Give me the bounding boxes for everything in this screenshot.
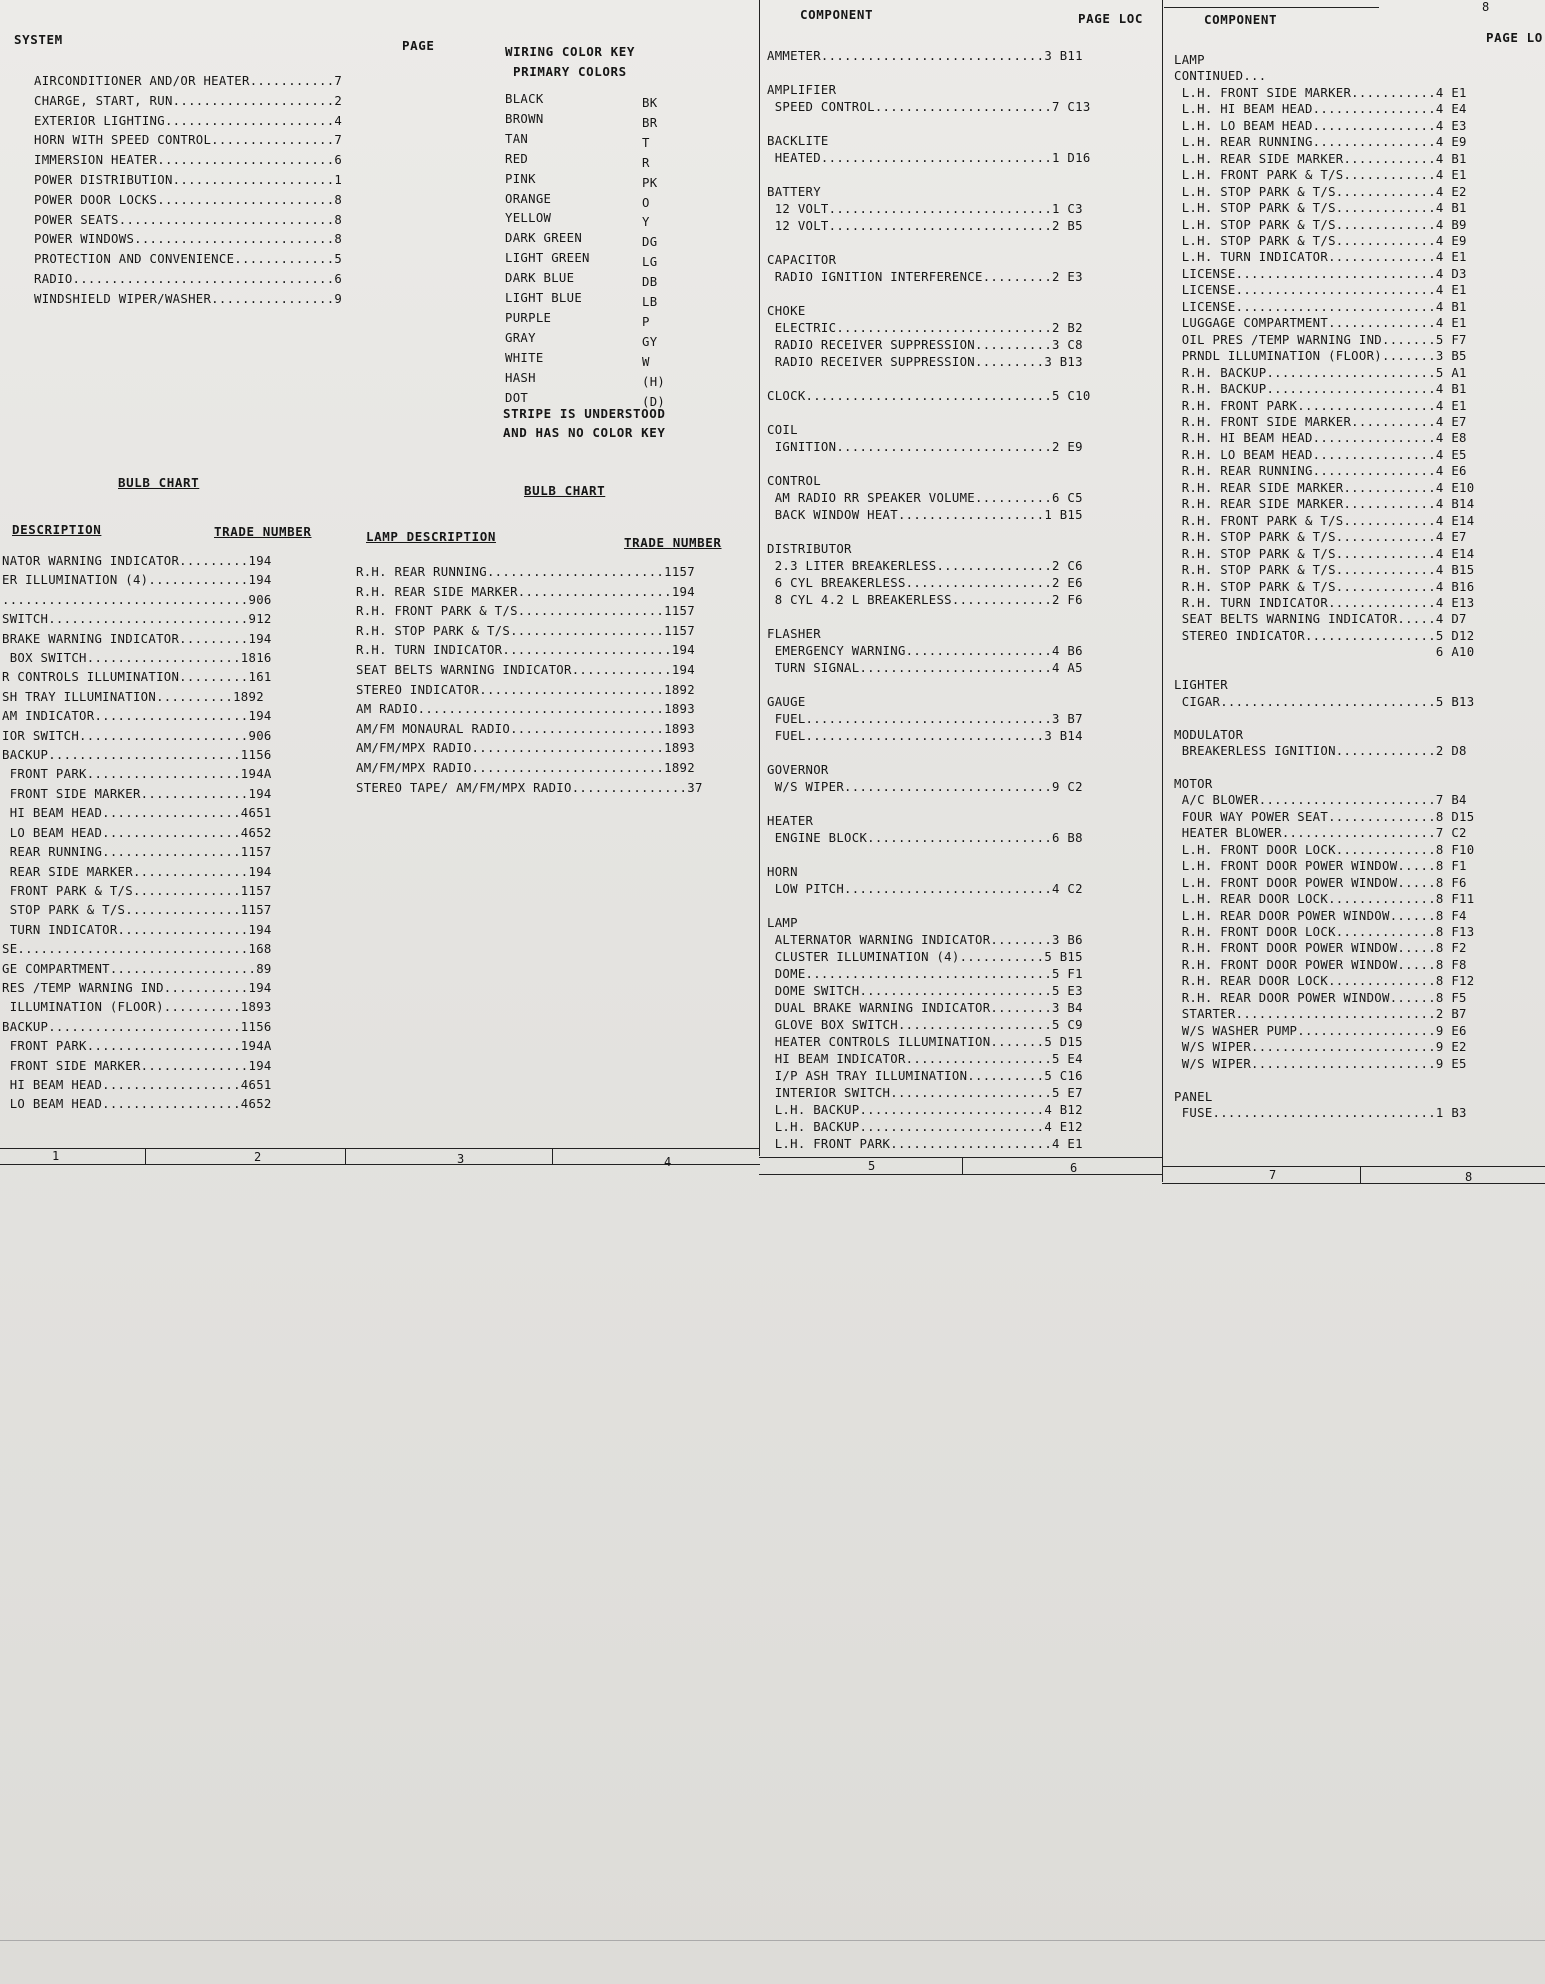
component-entry: L.H. REAR DOOR POWER WINDOW......8 F4 [1174, 908, 1467, 923]
component-entry: W/S WIPER...........................9 C2 [767, 780, 1083, 794]
system-index-entry: HORN WITH SPEED CONTROL................7 [34, 133, 343, 148]
bulb-entry: FRONT SIDE MARKER..............194 [2, 1058, 272, 1073]
component-entry: L.H. STOP PARK & T/S.............4 E9 [1174, 233, 1467, 248]
color-name: LIGHT GREEN [505, 251, 590, 266]
system-index-entry: PROTECTION AND CONVENIENCE.............5 [34, 252, 343, 267]
component-entry: EMERGENCY WARNING...................4 B6 [767, 644, 1083, 658]
color-name: DARK GREEN [505, 231, 583, 246]
zone-number-2: 2 [254, 1150, 262, 1164]
component-entry: L.H. FRONT DOOR POWER WINDOW.....8 F6 [1174, 875, 1467, 890]
zone-number-4: 4 [664, 1155, 672, 1169]
component-entry: MODULATOR [1174, 727, 1244, 742]
component-entry: FUSE.............................1 B3 [1174, 1106, 1467, 1120]
component-entry: W/S WASHER PUMP..................9 E6 [1174, 1023, 1467, 1038]
component-entry: R.H. REAR RUNNING................4 E6 [1174, 464, 1467, 479]
bulb-entry: BACKUP.........................1156 [2, 1019, 272, 1034]
component-entry: R.H. TURN INDICATOR..............4 E13 [1174, 595, 1475, 610]
color-code: DG [642, 235, 658, 250]
pageloc-header-2: PAGE LO [1486, 30, 1543, 45]
bulb-entry: HI BEAM HEAD..................4651 [2, 806, 272, 821]
component-entry: R.H. STOP PARK & T/S.............4 B15 [1174, 563, 1475, 578]
bulb-entry: AM/FM/MPX RADIO.........................1892 [356, 760, 695, 775]
component-entry: L.H. STOP PARK & T/S.............4 B1 [1174, 201, 1467, 216]
bulb-entry: NATOR WARNING INDICATOR.........194 [2, 554, 272, 568]
bulb-chart-title-right: BULB CHART [524, 483, 606, 498]
zone-number-7: 7 [1269, 1168, 1277, 1182]
component-entry: FUEL...............................3 B14 [767, 729, 1083, 743]
bulb-entry: TURN INDICATOR.................194 [2, 922, 272, 937]
component-entry: R.H. REAR DOOR LOCK..............8 F12 [1174, 974, 1475, 989]
component-header-2: COMPONENT [1204, 12, 1278, 27]
component-entry: AM RADIO RR SPEAKER VOLUME..........6 C5 [767, 491, 1083, 505]
color-code: (H) [642, 374, 666, 389]
component-entry: RADIO RECEIVER SUPPRESSION.........3 B13 [767, 355, 1083, 369]
color-code: R [642, 155, 650, 170]
color-name: GRAY [505, 330, 536, 345]
component-entry: 6 A10 [1174, 645, 1475, 660]
component-entry: CLUSTER ILLUMINATION (4)...........5 B15 [767, 950, 1083, 964]
component-entry: BACK WINDOW HEAT...................1 B15 [767, 508, 1083, 522]
bulb-left-trade-header: TRADE NUMBER [214, 524, 312, 539]
component-entry: R.H. BACKUP......................4 B1 [1174, 382, 1467, 397]
system-index-entry: IMMERSION HEATER.......................6 [34, 153, 343, 168]
color-key-title: WIRING COLOR KEY [505, 44, 636, 59]
component-entry: HEATER BLOWER....................7 C2 [1174, 826, 1467, 841]
component-entry: CONTINUED... [1174, 69, 1267, 84]
component-entry: OIL PRES /TEMP WARNING IND.......5 F7 [1174, 332, 1467, 347]
component-entry: L.H. REAR RUNNING................4 E9 [1174, 135, 1467, 150]
bulb-entry: AM INDICATOR....................194 [2, 709, 272, 724]
bulb-entry: AM/FM MONAURAL RADIO....................1893 [356, 721, 695, 736]
component-entry: LICENSE..........................4 D3 [1174, 266, 1467, 281]
component-entry [767, 745, 1091, 762]
zone-strip-bottom-right [1162, 1183, 1545, 1184]
color-name: DOT [505, 390, 529, 405]
component-entry: SEAT BELTS WARNING INDICATOR.....4 D7 [1174, 612, 1467, 627]
component-entry [767, 405, 1091, 422]
component-entry: L.H. REAR SIDE MARKER............4 B1 [1174, 151, 1467, 166]
component-entry: R.H. FRONT PARK & T/S............4 E14 [1174, 513, 1475, 528]
component-entry: HEATER [767, 814, 814, 828]
component-entry [767, 65, 1091, 82]
color-name: ORANGE [505, 191, 552, 206]
component-entry: R.H. FRONT SIDE MARKER...........4 E7 [1174, 414, 1467, 429]
color-key-note-1: STRIPE IS UNDERSTOOD [503, 406, 666, 421]
bulb-entry: REAR SIDE MARKER...............194 [2, 864, 272, 879]
component-entry: CLOCK................................5 C10 [767, 389, 1091, 403]
bulb-entry: BRAKE WARNING INDICATOR.........194 [2, 631, 272, 646]
component-entry: AMPLIFIER [767, 83, 837, 97]
bulb-chart-left-list [2, 552, 272, 1115]
color-code: O [642, 195, 650, 210]
bulb-entry: ILLUMINATION (FLOOR)..........1893 [2, 1000, 272, 1015]
bulb-entry: FRONT PARK....................194A [2, 767, 272, 782]
bulb-entry: FRONT PARK....................194A [2, 1039, 272, 1054]
bulb-entry: GE COMPARTMENT...................89 [2, 961, 272, 976]
component-entry: R.H. STOP PARK & T/S.............4 E14 [1174, 546, 1475, 561]
zone-number-8: 8 [1465, 1170, 1473, 1184]
zone-tick [145, 1148, 146, 1164]
component-entry: PANEL [1174, 1089, 1213, 1104]
component-entry: 2.3 LITER BREAKERLESS...............2 C6 [767, 559, 1083, 573]
zone-strip-top-left [0, 1148, 760, 1149]
component-entry: BATTERY [767, 185, 821, 199]
component-entry: L.H. FRONT DOOR LOCK.............8 F10 [1174, 842, 1475, 857]
component-entry [1174, 661, 1474, 677]
bulb-entry: STEREO TAPE/ AM/FM/MPX RADIO...............37 [356, 780, 703, 795]
color-code: T [642, 135, 650, 150]
component-entry [767, 456, 1091, 473]
component-entry: MOTOR [1174, 776, 1213, 791]
component-entry: LIGHTER [1174, 678, 1228, 693]
component-entry: FUEL................................3 B7 [767, 712, 1083, 726]
color-name: BLACK [505, 92, 544, 106]
component-entry: HORN [767, 865, 798, 879]
color-key-note-2: AND HAS NO COLOR KEY [503, 425, 666, 440]
bulb-entry: R CONTROLS ILLUMINATION.........161 [2, 670, 272, 685]
color-key-subtitle: PRIMARY COLORS [513, 64, 627, 79]
component-entry: CIGAR............................5 B13 [1174, 694, 1475, 709]
column-divider-4-5 [759, 0, 760, 1156]
bulb-entry: ER ILLUMINATION (4).............194 [2, 573, 272, 588]
system-index-entry: POWER SEATS............................8 [34, 212, 343, 227]
system-index-list [34, 72, 342, 310]
component-entry: L.H. HI BEAM HEAD................4 E4 [1174, 102, 1467, 117]
component-entry: R.H. STOP PARK & T/S.............4 E7 [1174, 530, 1467, 545]
component-entry: R.H. FRONT DOOR LOCK.............8 F13 [1174, 925, 1475, 940]
bulb-entry: STEREO INDICATOR........................1892 [356, 682, 695, 697]
component-entry: RADIO IGNITION INTERFERENCE.........2 E3 [767, 270, 1083, 284]
component-entry [767, 116, 1091, 133]
bulb-left-desc-header: DESCRIPTION [12, 522, 102, 537]
component-entry: R.H. FRONT DOOR POWER WINDOW.....8 F8 [1174, 957, 1467, 972]
color-name: YELLOW [505, 211, 552, 226]
component-entry: HEATED..............................1 D16 [767, 151, 1091, 165]
component-entry: STEREO INDICATOR.................5 D12 [1174, 628, 1475, 643]
bulb-right-trade-header: TRADE NUMBER [624, 535, 722, 550]
component-entry: TURN SIGNAL.........................4 A5 [767, 661, 1083, 675]
color-name: DARK BLUE [505, 271, 575, 286]
system-index-entry: EXTERIOR LIGHTING......................4 [34, 113, 343, 128]
bulb-entry: R.H. FRONT PARK & T/S...................1157 [356, 604, 695, 619]
bulb-chart-right-list [356, 563, 703, 798]
zone-strip-bottom-mid [759, 1174, 1163, 1175]
color-code: LG [642, 255, 658, 270]
component-entry: L.H. FRONT PARK.....................4 E1 [767, 1137, 1083, 1151]
system-index-entry: RADIO..................................6 [34, 271, 343, 286]
color-name: TAN [505, 131, 529, 146]
bulb-entry: AM RADIO................................1893 [356, 702, 695, 717]
component-entry [1174, 1072, 1474, 1088]
component-entry: I/P ASH TRAY ILLUMINATION..........5 C16 [767, 1069, 1083, 1083]
component-entry: 12 VOLT.............................2 B5 [767, 219, 1083, 233]
color-code: BR [642, 115, 658, 130]
component-entry: LICENSE..........................4 E1 [1174, 283, 1467, 298]
component-entry: W/S WIPER........................9 E2 [1174, 1040, 1467, 1055]
component-entry: LAMP [767, 916, 798, 930]
component-entry: HI BEAM INDICATOR...................5 E4 [767, 1052, 1083, 1066]
component-entry: A/C BLOWER.......................7 B4 [1174, 793, 1467, 808]
component-entry [767, 524, 1091, 541]
color-code: PK [642, 175, 658, 190]
component-entry: L.H. FRONT SIDE MARKER...........4 E1 [1174, 85, 1467, 100]
component-entry: R.H. REAR SIDE MARKER............4 E10 [1174, 480, 1475, 495]
component-entry: DUAL BRAKE WARNING INDICATOR........3 B4 [767, 1001, 1083, 1015]
component-entry: GOVERNOR [767, 763, 829, 777]
bulb-entry: AM/FM/MPX RADIO.........................1893 [356, 741, 695, 756]
component-entry: CONTROL [767, 474, 821, 488]
component-entry: R.H. BACKUP......................5 A1 [1174, 365, 1467, 380]
bulb-entry: ................................906 [2, 592, 272, 607]
component-entry: GLOVE BOX SWITCH....................5 C9 [767, 1018, 1083, 1032]
component-entry [767, 235, 1091, 252]
bulb-entry: BACKUP.........................1156 [2, 748, 272, 763]
component-entry: DOME SWITCH.........................5 E3 [767, 984, 1083, 998]
color-code: DB [642, 275, 658, 290]
component-entry: IGNITION............................2 E9 [767, 440, 1083, 454]
component-entry: L.H. BACKUP........................4 E12 [767, 1120, 1083, 1134]
zone-strip-bottom-left [0, 1164, 760, 1165]
component-entry [767, 371, 1091, 388]
component-entry: GAUGE [767, 695, 806, 709]
color-code: BK [642, 96, 658, 110]
component-entry: R.H. FRONT PARK..................4 E1 [1174, 398, 1467, 413]
component-entry: FOUR WAY POWER SEAT..............8 D15 [1174, 809, 1475, 824]
component-entry [767, 677, 1091, 694]
component-entry: L.H. TURN INDICATOR..............4 E1 [1174, 250, 1467, 265]
color-name: RED [505, 151, 529, 166]
component-entry [767, 167, 1091, 184]
component-entry: L.H. STOP PARK & T/S.............4 E2 [1174, 184, 1467, 199]
system-index-entry: POWER DISTRIBUTION.....................1 [34, 172, 343, 187]
bulb-entry: R.H. REAR RUNNING.......................1157 [356, 565, 695, 579]
zone-tick [552, 1148, 553, 1164]
zone-tick [345, 1148, 346, 1164]
color-name: PURPLE [505, 310, 552, 325]
color-name: HASH [505, 370, 536, 385]
component-entry: SPEED CONTROL.......................7 C13 [767, 100, 1091, 114]
component-entry: R.H. LO BEAM HEAD................4 E5 [1174, 447, 1467, 462]
system-index-entry: POWER WINDOWS..........................8 [34, 232, 343, 247]
component-entry: CAPACITOR [767, 253, 837, 267]
component-entry: R.H. REAR DOOR POWER WINDOW......8 F5 [1174, 990, 1467, 1005]
component-entry [767, 847, 1091, 864]
component-entry: FLASHER [767, 627, 821, 641]
zone-strip-top-mid [759, 1157, 1163, 1158]
component-entry: L.H. REAR DOOR LOCK..............8 F11 [1174, 892, 1475, 907]
component-entry [767, 796, 1091, 813]
color-code: LB [642, 295, 658, 310]
component-entry: R.H. REAR SIDE MARKER............4 B14 [1174, 497, 1475, 512]
component-entry: 12 VOLT.............................1 C3 [767, 202, 1083, 216]
color-key-names [505, 90, 590, 409]
component-entry: HEATER CONTROLS ILLUMINATION.......5 D15 [767, 1035, 1083, 1049]
component-header-1: COMPONENT [800, 7, 874, 22]
system-index-entry: POWER DOOR LOCKS.......................8 [34, 192, 343, 207]
bulb-chart-title-left: BULB CHART [118, 475, 200, 490]
bulb-entry: LO BEAM HEAD..................4652 [2, 825, 272, 840]
component-entry [1174, 710, 1474, 726]
component-entry: 6 CYL BREAKERLESS...................2 E6 [767, 576, 1083, 590]
bulb-entry: SH TRAY ILLUMINATION..........1892 [2, 689, 264, 704]
component-entry: RADIO RECEIVER SUPPRESSION..........3 C8 [767, 338, 1083, 352]
color-code: Y [642, 215, 650, 230]
zone-tick [962, 1157, 963, 1174]
column-divider-6-7 [1162, 0, 1163, 1182]
page-header: PAGE [402, 38, 435, 53]
zone-number-1: 1 [52, 1149, 60, 1163]
bulb-entry: HI BEAM HEAD..................4651 [2, 1077, 272, 1092]
component-entry: DISTRIBUTOR [767, 542, 852, 556]
color-code: P [642, 314, 650, 329]
component-entry: COIL [767, 423, 798, 437]
component-entry: L.H. LO BEAM HEAD................4 E3 [1174, 118, 1467, 133]
bulb-entry: SWITCH..........................912 [2, 612, 272, 627]
page-bottom-edge [0, 1940, 1545, 1941]
color-code: (D) [642, 394, 666, 409]
component-entry [1174, 759, 1474, 775]
color-key-codes [642, 94, 665, 413]
component-entry: L.H. STOP PARK & T/S.............4 B9 [1174, 217, 1467, 232]
bulb-entry: FRONT PARK & T/S..............1157 [2, 883, 272, 898]
color-name: BROWN [505, 111, 544, 126]
zone-strip-top-right [1162, 1166, 1545, 1167]
component-entry: 8 CYL 4.2 L BREAKERLESS.............2 F6 [767, 593, 1083, 607]
bulb-entry: REAR RUNNING..................1157 [2, 845, 272, 860]
component-entry: INTERIOR SWITCH.....................5 E7 [767, 1086, 1083, 1100]
color-name: LIGHT BLUE [505, 291, 583, 306]
bulb-entry: R.H. STOP PARK & T/S....................1157 [356, 623, 695, 638]
system-index-entry: AIRCONDITIONER AND/OR HEATER...........7 [34, 74, 343, 88]
component-entry: W/S WIPER........................9 E5 [1174, 1056, 1467, 1071]
component-entry: LOW PITCH...........................4 C2 [767, 882, 1083, 896]
system-header: SYSTEM [14, 32, 63, 47]
system-index-entry: WINDSHIELD WIPER/WASHER................9 [34, 291, 343, 306]
component-entry: DOME................................5 F1 [767, 967, 1083, 981]
bulb-entry: FRONT SIDE MARKER..............194 [2, 786, 272, 801]
bulb-entry: BOX SWITCH....................1816 [2, 651, 272, 666]
bulb-entry: SE..............................168 [2, 942, 272, 957]
zone-number-6: 6 [1070, 1161, 1078, 1175]
color-name: PINK [505, 171, 536, 186]
bulb-right-desc-header: LAMP DESCRIPTION [366, 529, 497, 544]
component-entry: LICENSE..........................4 B1 [1174, 299, 1467, 314]
component-entry: R.H. STOP PARK & T/S.............4 B16 [1174, 579, 1475, 594]
component-entry: R.H. FRONT DOOR POWER WINDOW.....8 F2 [1174, 941, 1467, 956]
component-entry: LAMP [1174, 53, 1205, 67]
zone-number-5: 5 [868, 1159, 876, 1173]
component-index-1-list [767, 48, 1091, 1153]
bulb-entry: LO BEAM HEAD..................4652 [2, 1097, 272, 1112]
system-index-entry: CHARGE, START, RUN.....................2 [34, 93, 343, 108]
column-8-top-number: 8 [1482, 0, 1490, 14]
component-index-2-list [1174, 52, 1474, 1121]
component-entry [767, 898, 1091, 915]
color-name: WHITE [505, 350, 544, 365]
bulb-entry: SEAT BELTS WARNING INDICATOR.............194 [356, 662, 695, 677]
component-entry: BACKLITE [767, 134, 829, 148]
component-entry: R.H. HI BEAM HEAD................4 E8 [1174, 431, 1467, 446]
component-entry: ALTERNATOR WARNING INDICATOR........3 B6 [767, 933, 1083, 947]
component-entry: AMMETER.............................3 B11 [767, 49, 1083, 63]
component-entry: L.H. BACKUP........................4 B12 [767, 1103, 1083, 1117]
component-entry: ELECTRIC............................2 B2 [767, 321, 1083, 335]
component-entry [767, 286, 1091, 303]
component-entry: L.H. FRONT DOOR POWER WINDOW.....8 F1 [1174, 859, 1467, 874]
bulb-entry: IOR SWITCH......................906 [2, 728, 272, 743]
color-code: GY [642, 334, 658, 349]
zone-tick [1360, 1166, 1361, 1183]
pageloc-header-1: PAGE LOC [1078, 11, 1144, 26]
zone-number-3: 3 [457, 1152, 465, 1166]
top-border-segment [1164, 7, 1379, 8]
component-entry: CHOKE [767, 304, 806, 318]
component-entry: L.H. FRONT PARK & T/S............4 E1 [1174, 168, 1467, 183]
bulb-entry: RES /TEMP WARNING IND...........194 [2, 980, 272, 995]
component-entry: STARTER..........................2 B7 [1174, 1007, 1467, 1022]
color-code: W [642, 354, 650, 369]
component-entry: BREAKERLESS IGNITION.............2 D8 [1174, 744, 1467, 759]
bulb-entry: STOP PARK & T/S...............1157 [2, 903, 272, 918]
component-entry: LUGGAGE COMPARTMENT..............4 E1 [1174, 316, 1467, 331]
bulb-entry: R.H. REAR SIDE MARKER....................194 [356, 584, 695, 599]
component-entry: PRNDL ILLUMINATION (FLOOR).......3 B5 [1174, 349, 1467, 364]
component-entry: ENGINE BLOCK........................6 B8 [767, 831, 1083, 845]
bulb-entry: R.H. TURN INDICATOR......................194 [356, 643, 695, 658]
component-entry [767, 609, 1091, 626]
